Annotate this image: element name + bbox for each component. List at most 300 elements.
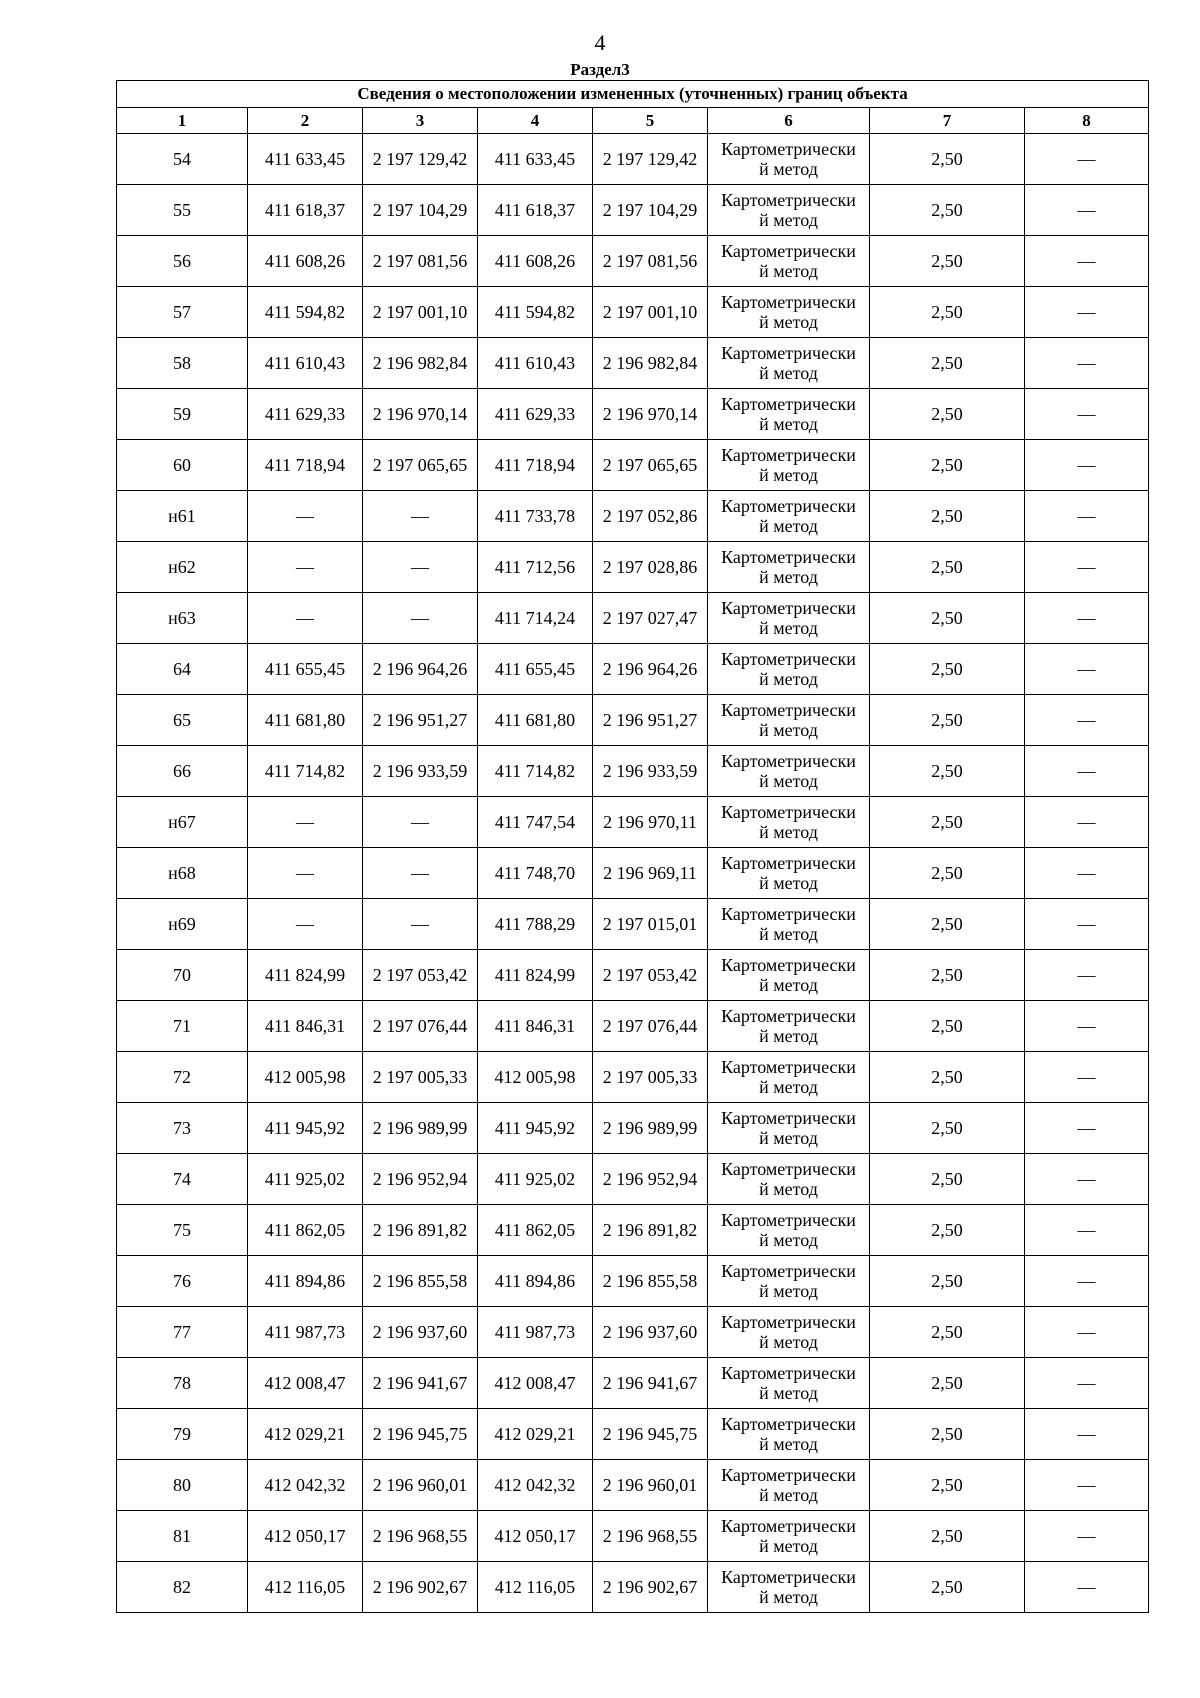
cell-c3: 2 197 005,33: [363, 1052, 478, 1103]
cell-c7: 2,50: [870, 440, 1025, 491]
cell-c3: 2 196 970,14: [363, 389, 478, 440]
method-line-1: Картометрически: [721, 394, 856, 414]
cell-c3: 2 197 065,65: [363, 440, 478, 491]
cell-method: [708, 287, 870, 338]
column-number: 4: [478, 108, 593, 134]
cell-c1: 78: [117, 1358, 248, 1409]
table-row: [117, 899, 1149, 950]
cell-c7: 2,50: [870, 1409, 1025, 1460]
cell-c5: 2 197 028,86: [593, 542, 708, 593]
column-number: 3: [363, 108, 478, 134]
cell-c2: 412 008,47: [248, 1358, 363, 1409]
method-line-2: й метод: [759, 1485, 818, 1505]
cell-method: [708, 236, 870, 287]
cell-c1: 73: [117, 1103, 248, 1154]
cell-c2: —: [248, 797, 363, 848]
method-line-2: й метод: [759, 1179, 818, 1199]
cell-c2: 411 925,02: [248, 1154, 363, 1205]
cell-c8: —: [1025, 899, 1149, 950]
cell-c1: 81: [117, 1511, 248, 1562]
cell-method: [708, 593, 870, 644]
column-number: 7: [870, 108, 1025, 134]
cell-method: [708, 1460, 870, 1511]
column-number: 1: [117, 108, 248, 134]
cell-c8: —: [1025, 1256, 1149, 1307]
method-line-1: Картометрически: [721, 700, 856, 720]
cell-c3: 2 197 129,42: [363, 134, 478, 185]
cell-c4: 411 862,05: [478, 1205, 593, 1256]
cell-c4: 411 655,45: [478, 644, 593, 695]
cell-c2: 411 846,31: [248, 1001, 363, 1052]
method-line-2: й метод: [759, 669, 818, 689]
cell-c3: —: [363, 848, 478, 899]
cell-c7: 2,50: [870, 542, 1025, 593]
cell-c2: 412 050,17: [248, 1511, 363, 1562]
cell-c3: —: [363, 491, 478, 542]
cell-c1: 64: [117, 644, 248, 695]
method-line-2: й метод: [759, 1587, 818, 1607]
method-line-2: й метод: [759, 873, 818, 893]
cell-c1: н61: [117, 491, 248, 542]
cell-method: [708, 338, 870, 389]
cell-c5: 2 197 076,44: [593, 1001, 708, 1052]
cell-c4: 411 846,31: [478, 1001, 593, 1052]
cell-method: [708, 389, 870, 440]
cell-c2: 412 005,98: [248, 1052, 363, 1103]
cell-c2: 411 655,45: [248, 644, 363, 695]
column-number: 2: [248, 108, 363, 134]
table-row: [117, 542, 1149, 593]
method-line-1: Картометрически: [721, 241, 856, 261]
cell-c4: 411 747,54: [478, 797, 593, 848]
page-number: 4: [594, 30, 606, 55]
cell-c4: 411 925,02: [478, 1154, 593, 1205]
method-line-1: Картометрически: [721, 496, 856, 516]
cell-c4: 411 945,92: [478, 1103, 593, 1154]
method-line-2: й метод: [759, 261, 818, 281]
cell-method: [708, 848, 870, 899]
method-line-2: й метод: [759, 210, 818, 230]
cell-c3: —: [363, 542, 478, 593]
method-line-2: й метод: [759, 771, 818, 791]
cell-c7: 2,50: [870, 338, 1025, 389]
cell-c2: 411 608,26: [248, 236, 363, 287]
cell-c5: 2 196 960,01: [593, 1460, 708, 1511]
table-row: [117, 1205, 1149, 1256]
table-row: [117, 695, 1149, 746]
method-line-1: Картометрически: [721, 904, 856, 924]
cell-c3: 2 196 968,55: [363, 1511, 478, 1562]
cell-method: [708, 1052, 870, 1103]
cell-c8: —: [1025, 593, 1149, 644]
cell-c2: 412 116,05: [248, 1562, 363, 1613]
cell-c5: 2 196 970,11: [593, 797, 708, 848]
cell-c5: 2 197 065,65: [593, 440, 708, 491]
cell-c7: 2,50: [870, 389, 1025, 440]
cell-c7: 2,50: [870, 848, 1025, 899]
table-row: [117, 287, 1149, 338]
section-title: Раздел3: [570, 60, 630, 79]
cell-method: [708, 1562, 870, 1613]
method-line-1: Картометрически: [721, 1363, 856, 1383]
method-line-1: Картометрически: [721, 802, 856, 822]
table-row: [117, 644, 1149, 695]
cell-c7: 2,50: [870, 695, 1025, 746]
cell-c7: 2,50: [870, 950, 1025, 1001]
cell-method: [708, 185, 870, 236]
table-row: [117, 236, 1149, 287]
cell-c3: —: [363, 593, 478, 644]
cell-c5: 2 196 941,67: [593, 1358, 708, 1409]
column-number: 6: [708, 108, 870, 134]
cell-c2: 411 862,05: [248, 1205, 363, 1256]
method-line-1: Картометрически: [721, 1516, 856, 1536]
method-line-2: й метод: [759, 1434, 818, 1454]
table-row: [117, 338, 1149, 389]
table-row: [117, 848, 1149, 899]
cell-method: [708, 440, 870, 491]
cell-c7: 2,50: [870, 185, 1025, 236]
cell-c3: 2 197 076,44: [363, 1001, 478, 1052]
cell-c4: 412 042,32: [478, 1460, 593, 1511]
cell-c8: —: [1025, 1511, 1149, 1562]
cell-c7: 2,50: [870, 1052, 1025, 1103]
cell-c1: 54: [117, 134, 248, 185]
cell-c4: 412 029,21: [478, 1409, 593, 1460]
cell-c3: 2 196 855,58: [363, 1256, 478, 1307]
cell-c1: н63: [117, 593, 248, 644]
cell-c2: —: [248, 491, 363, 542]
cell-c7: 2,50: [870, 491, 1025, 542]
cell-c1: 65: [117, 695, 248, 746]
cell-c8: —: [1025, 695, 1149, 746]
table-row: [117, 1460, 1149, 1511]
cell-c1: н69: [117, 899, 248, 950]
method-line-1: Картометрически: [721, 751, 856, 771]
cell-c5: 2 196 964,26: [593, 644, 708, 695]
cell-c7: 2,50: [870, 287, 1025, 338]
cell-c5: 2 196 982,84: [593, 338, 708, 389]
cell-c4: 411 718,94: [478, 440, 593, 491]
cell-c7: 2,50: [870, 236, 1025, 287]
cell-c5: 2 197 129,42: [593, 134, 708, 185]
cell-method: [708, 899, 870, 950]
cell-c4: 411 714,82: [478, 746, 593, 797]
cell-c4: 411 714,24: [478, 593, 593, 644]
cell-c7: 2,50: [870, 1001, 1025, 1052]
cell-c1: 58: [117, 338, 248, 389]
cell-c1: 79: [117, 1409, 248, 1460]
cell-c3: 2 196 937,60: [363, 1307, 478, 1358]
cell-c5: 2 197 052,86: [593, 491, 708, 542]
cell-c8: —: [1025, 338, 1149, 389]
cell-method: [708, 491, 870, 542]
cell-c3: 2 197 001,10: [363, 287, 478, 338]
cell-c2: 411 681,80: [248, 695, 363, 746]
table-row: [117, 1409, 1149, 1460]
table-row: [117, 1052, 1149, 1103]
table-row: [117, 491, 1149, 542]
cell-c7: 2,50: [870, 746, 1025, 797]
cell-c2: 411 894,86: [248, 1256, 363, 1307]
cell-c8: —: [1025, 134, 1149, 185]
cell-c4: 411 987,73: [478, 1307, 593, 1358]
cell-c2: 412 042,32: [248, 1460, 363, 1511]
cell-c4: 411 748,70: [478, 848, 593, 899]
table-row: [117, 389, 1149, 440]
method-line-1: Картометрически: [721, 1567, 856, 1587]
table-row: [117, 185, 1149, 236]
cell-c5: 2 196 969,11: [593, 848, 708, 899]
cell-c3: 2 196 933,59: [363, 746, 478, 797]
cell-c4: 412 050,17: [478, 1511, 593, 1562]
cell-c8: —: [1025, 1460, 1149, 1511]
cell-c5: 2 196 937,60: [593, 1307, 708, 1358]
cell-c1: 75: [117, 1205, 248, 1256]
method-line-1: Картометрически: [721, 1414, 856, 1434]
cell-c7: 2,50: [870, 1205, 1025, 1256]
method-line-2: й метод: [759, 1230, 818, 1250]
cell-c1: 55: [117, 185, 248, 236]
cell-c4: 411 610,43: [478, 338, 593, 389]
cell-c8: —: [1025, 185, 1149, 236]
cell-c8: —: [1025, 950, 1149, 1001]
method-line-2: й метод: [759, 1536, 818, 1556]
cell-c4: 412 008,47: [478, 1358, 593, 1409]
method-line-1: Картометрически: [721, 139, 856, 159]
method-line-2: й метод: [759, 1332, 818, 1352]
column-number: 5: [593, 108, 708, 134]
cell-c8: —: [1025, 1001, 1149, 1052]
cell-c7: 2,50: [870, 1103, 1025, 1154]
cell-c7: 2,50: [870, 1256, 1025, 1307]
cell-c8: —: [1025, 644, 1149, 695]
table-row: [117, 1358, 1149, 1409]
cell-c3: 2 196 960,01: [363, 1460, 478, 1511]
method-line-2: й метод: [759, 618, 818, 638]
table-row: [117, 134, 1149, 185]
cell-c2: 411 824,99: [248, 950, 363, 1001]
cell-c1: 74: [117, 1154, 248, 1205]
cell-c5: 2 196 968,55: [593, 1511, 708, 1562]
method-line-1: Картометрически: [721, 1006, 856, 1026]
table-row: [117, 1511, 1149, 1562]
method-line-1: Картометрически: [721, 1465, 856, 1485]
table-caption: Сведения о местоположении измененных (уточненных) границ объекта: [117, 81, 1149, 108]
table-row: [117, 1307, 1149, 1358]
cell-c4: 411 618,37: [478, 185, 593, 236]
cell-c7: 2,50: [870, 1154, 1025, 1205]
cell-c3: —: [363, 797, 478, 848]
method-line-2: й метод: [759, 1077, 818, 1097]
table-row: [117, 593, 1149, 644]
method-line-1: Картометрически: [721, 343, 856, 363]
cell-c1: 59: [117, 389, 248, 440]
cell-c2: 411 945,92: [248, 1103, 363, 1154]
cell-c3: 2 197 081,56: [363, 236, 478, 287]
cell-c1: 56: [117, 236, 248, 287]
table-row: [117, 950, 1149, 1001]
cell-c4: 411 629,33: [478, 389, 593, 440]
cell-c8: —: [1025, 1205, 1149, 1256]
cell-c1: 57: [117, 287, 248, 338]
cell-c7: 2,50: [870, 134, 1025, 185]
cell-c5: 2 197 104,29: [593, 185, 708, 236]
cell-c3: 2 196 891,82: [363, 1205, 478, 1256]
cell-c1: н68: [117, 848, 248, 899]
cell-method: [708, 1154, 870, 1205]
coordinates-table: [116, 80, 1149, 1613]
cell-c8: —: [1025, 440, 1149, 491]
column-numbers-row: [117, 108, 1149, 134]
cell-method: [708, 644, 870, 695]
cell-c8: —: [1025, 1358, 1149, 1409]
cell-c4: 411 824,99: [478, 950, 593, 1001]
cell-method: [708, 1001, 870, 1052]
cell-method: [708, 134, 870, 185]
cell-c2: 411 629,33: [248, 389, 363, 440]
method-line-1: Картометрически: [721, 1261, 856, 1281]
cell-c3: 2 196 952,94: [363, 1154, 478, 1205]
cell-c3: 2 196 989,99: [363, 1103, 478, 1154]
method-line-1: Картометрически: [721, 598, 856, 618]
cell-c1: 70: [117, 950, 248, 1001]
table-row: [117, 1001, 1149, 1052]
method-line-2: й метод: [759, 720, 818, 740]
cell-c4: 411 788,29: [478, 899, 593, 950]
cell-c4: 411 733,78: [478, 491, 593, 542]
cell-c8: —: [1025, 287, 1149, 338]
cell-c2: —: [248, 899, 363, 950]
method-line-1: Картометрически: [721, 955, 856, 975]
cell-c2: 411 618,37: [248, 185, 363, 236]
cell-c8: —: [1025, 1154, 1149, 1205]
cell-c5: 2 196 902,67: [593, 1562, 708, 1613]
cell-c7: 2,50: [870, 797, 1025, 848]
cell-c5: 2 196 933,59: [593, 746, 708, 797]
cell-c2: —: [248, 542, 363, 593]
method-line-2: й метод: [759, 363, 818, 383]
method-line-1: Картометрически: [721, 1057, 856, 1077]
cell-c2: 411 718,94: [248, 440, 363, 491]
cell-c5: 2 196 970,14: [593, 389, 708, 440]
cell-c5: 2 196 891,82: [593, 1205, 708, 1256]
cell-c1: 60: [117, 440, 248, 491]
cell-c5: 2 197 027,47: [593, 593, 708, 644]
method-line-1: Картометрически: [721, 853, 856, 873]
cell-c5: 2 196 951,27: [593, 695, 708, 746]
method-line-1: Картометрически: [721, 547, 856, 567]
cell-c5: 2 197 081,56: [593, 236, 708, 287]
cell-c4: 411 712,56: [478, 542, 593, 593]
method-line-2: й метод: [759, 975, 818, 995]
cell-method: [708, 695, 870, 746]
cell-c8: —: [1025, 848, 1149, 899]
cell-c5: 2 197 001,10: [593, 287, 708, 338]
column-number: 8: [1025, 108, 1149, 134]
method-line-1: Картометрически: [721, 649, 856, 669]
cell-c2: 411 987,73: [248, 1307, 363, 1358]
cell-c3: —: [363, 899, 478, 950]
method-line-1: Картометрически: [721, 190, 856, 210]
cell-c7: 2,50: [870, 1307, 1025, 1358]
cell-c1: 80: [117, 1460, 248, 1511]
method-line-2: й метод: [759, 465, 818, 485]
cell-c7: 2,50: [870, 1511, 1025, 1562]
method-line-1: Картометрически: [721, 1312, 856, 1332]
cell-c8: —: [1025, 1052, 1149, 1103]
table-body: [117, 134, 1149, 1613]
cell-c3: 2 197 104,29: [363, 185, 478, 236]
cell-c4: 411 894,86: [478, 1256, 593, 1307]
cell-c2: 412 029,21: [248, 1409, 363, 1460]
cell-c4: 411 608,26: [478, 236, 593, 287]
cell-c8: —: [1025, 1409, 1149, 1460]
cell-c1: 72: [117, 1052, 248, 1103]
cell-c3: 2 196 945,75: [363, 1409, 478, 1460]
cell-c8: —: [1025, 797, 1149, 848]
cell-c1: 66: [117, 746, 248, 797]
cell-c8: —: [1025, 746, 1149, 797]
cell-c8: —: [1025, 491, 1149, 542]
cell-c7: 2,50: [870, 1358, 1025, 1409]
method-line-2: й метод: [759, 1128, 818, 1148]
cell-c5: 2 196 945,75: [593, 1409, 708, 1460]
cell-c1: н62: [117, 542, 248, 593]
cell-c5: 2 196 952,94: [593, 1154, 708, 1205]
cell-c4: 411 594,82: [478, 287, 593, 338]
method-line-2: й метод: [759, 516, 818, 536]
method-line-1: Картометрически: [721, 1159, 856, 1179]
cell-method: [708, 1205, 870, 1256]
cell-method: [708, 542, 870, 593]
cell-c4: 411 633,45: [478, 134, 593, 185]
cell-method: [708, 1358, 870, 1409]
cell-method: [708, 746, 870, 797]
table-row: [117, 1103, 1149, 1154]
table-row: [117, 797, 1149, 848]
cell-c7: 2,50: [870, 1562, 1025, 1613]
method-line-2: й метод: [759, 1026, 818, 1046]
cell-method: [708, 797, 870, 848]
cell-c3: 2 196 982,84: [363, 338, 478, 389]
cell-c3: 2 196 964,26: [363, 644, 478, 695]
method-line-2: й метод: [759, 567, 818, 587]
method-line-2: й метод: [759, 159, 818, 179]
cell-c8: —: [1025, 1562, 1149, 1613]
cell-c2: 411 594,82: [248, 287, 363, 338]
method-line-2: й метод: [759, 1383, 818, 1403]
table-row: [117, 746, 1149, 797]
cell-c7: 2,50: [870, 1460, 1025, 1511]
cell-c2: —: [248, 593, 363, 644]
cell-c5: 2 197 005,33: [593, 1052, 708, 1103]
method-line-1: Картометрически: [721, 1108, 856, 1128]
table-caption-row: [117, 81, 1149, 108]
cell-method: [708, 1103, 870, 1154]
cell-c3: 2 196 902,67: [363, 1562, 478, 1613]
method-line-2: й метод: [759, 1281, 818, 1301]
cell-c4: 411 681,80: [478, 695, 593, 746]
cell-c5: 2 197 053,42: [593, 950, 708, 1001]
cell-c8: —: [1025, 389, 1149, 440]
cell-c1: н67: [117, 797, 248, 848]
cell-c7: 2,50: [870, 899, 1025, 950]
cell-c2: 411 633,45: [248, 134, 363, 185]
cell-c2: 411 610,43: [248, 338, 363, 389]
method-line-2: й метод: [759, 312, 818, 332]
cell-c7: 2,50: [870, 644, 1025, 695]
